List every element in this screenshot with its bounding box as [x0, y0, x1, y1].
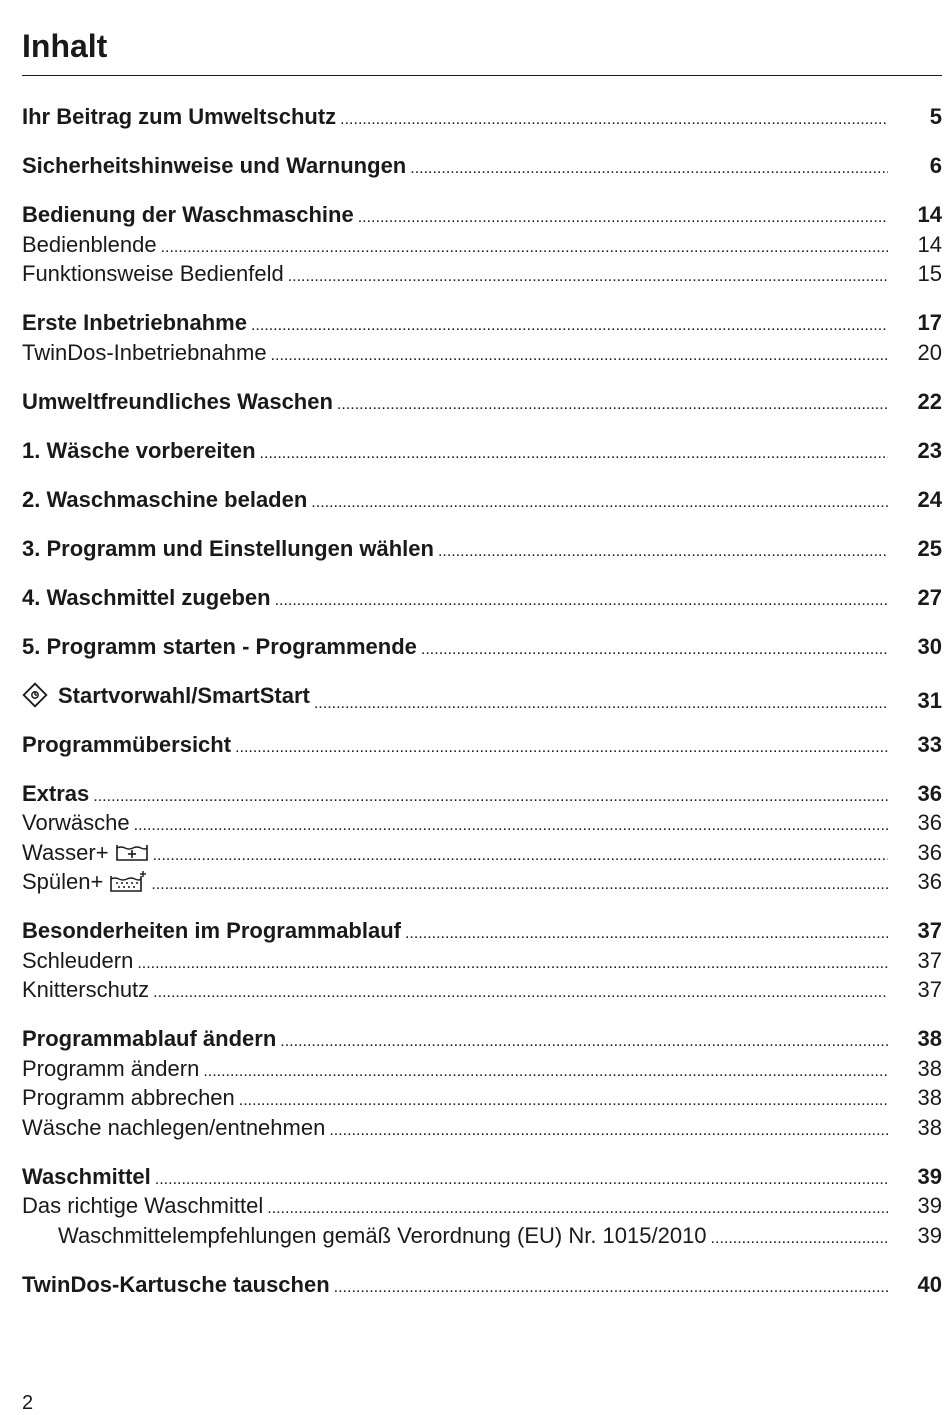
toc-entry-page: 36: [917, 780, 942, 806]
dot-leader: [280, 1027, 888, 1057]
toc-entry-page: 37: [917, 947, 942, 973]
toc-entry-label: Erste Inbetriebnahme: [22, 310, 247, 335]
table-of-contents: [22, 102, 942, 1299]
toc-subentry[interactable]: [22, 946, 942, 976]
toc-entry-label: Programm ändern: [22, 1055, 200, 1081]
toc-entry-label: Bedienung der Waschmaschine: [22, 202, 354, 227]
toc-entry-label: Waschmittel: [22, 1163, 151, 1189]
toc-entry-label: Startvorwahl/SmartStart: [58, 682, 310, 708]
toc-entry[interactable]: [22, 730, 942, 760]
dot-leader: [405, 919, 888, 949]
dot-leader: [153, 978, 888, 1008]
dot-leader: [137, 949, 888, 979]
toc-entry[interactable]: [22, 308, 942, 338]
toc-entry-label: Spülen+: [22, 869, 104, 894]
dot-leader: [288, 262, 888, 292]
toc-entry-page: 36: [917, 810, 942, 835]
toc-entry-page: 39: [917, 1222, 942, 1248]
toc-entry-label: Wasser+: [22, 839, 109, 865]
toc-entry-label: 1. Wäsche vorbereiten: [22, 437, 256, 463]
toc-entry-label: 4. Waschmittel zugeben: [22, 584, 271, 610]
toc-entry-label: Vorwäsche: [22, 810, 130, 835]
dot-leader: [334, 1273, 888, 1303]
toc-entry-label: TwinDos-Inbetriebnahme: [22, 339, 267, 365]
toc-entry[interactable]: [22, 200, 942, 230]
toc-entry-label: Schleudern: [22, 947, 134, 973]
toc-entry[interactable]: [22, 1270, 942, 1300]
dot-leader: [311, 488, 888, 518]
toc-entry-page: 37: [917, 977, 942, 1002]
toc-entry-page: 38: [917, 1026, 942, 1051]
toc-subentry[interactable]: [22, 975, 942, 1005]
toc-entry[interactable]: [22, 916, 942, 946]
dot-leader: [329, 1116, 888, 1146]
toc-entry-label: 3. Programm und Einstellungen wählen: [22, 535, 434, 561]
toc-entry-page: 36: [917, 839, 942, 865]
toc-entry[interactable]: [22, 583, 942, 613]
toc-subentry[interactable]: [22, 1191, 942, 1221]
toc-entry-page: 39: [917, 1193, 942, 1218]
toc-entry-label: Besonderheiten im Programmablauf: [22, 918, 401, 943]
toc-subentry[interactable]: [22, 230, 942, 260]
toc-entry-label: Knitterschutz: [22, 977, 150, 1002]
page-number: 2: [22, 1392, 34, 1414]
toc-subentry[interactable]: [22, 1113, 942, 1143]
toc-entry[interactable]: [22, 1024, 942, 1054]
toc-entry-label: Wäsche nachlegen/entnehmen: [22, 1114, 326, 1140]
page-title: Inhalt: [22, 28, 108, 64]
dot-leader: [711, 1224, 888, 1254]
toc-entry[interactable]: [22, 632, 942, 662]
toc-entry[interactable]: [22, 534, 942, 564]
toc-entry-page: 40: [917, 1271, 942, 1297]
toc-subentry[interactable]: [22, 1054, 942, 1084]
toc-entry[interactable]: [22, 1162, 942, 1192]
dot-leader: [251, 311, 888, 341]
toc-entry-page: 24: [917, 486, 942, 512]
dot-leader: [314, 689, 888, 719]
toc-entry-label: TwinDos-Kartusche tauschen: [22, 1271, 330, 1297]
dot-leader: [155, 1165, 888, 1195]
toc-subentry[interactable]: [22, 338, 942, 368]
dot-leader: [151, 870, 888, 900]
toc-entry-page: 36: [917, 869, 942, 894]
toc-subentry[interactable]: [22, 1083, 942, 1113]
water-plus-icon: [115, 841, 149, 863]
toc-entry[interactable]: [22, 485, 942, 515]
toc-entry-label: Funktionsweise Bedienfeld: [22, 261, 284, 286]
toc-subentry[interactable]: [22, 838, 942, 868]
toc-entry-label: Bedienblende: [22, 231, 157, 257]
toc-entry-page: 37: [917, 918, 942, 943]
toc-entry[interactable]: [22, 387, 942, 417]
toc-subentry[interactable]: [22, 259, 942, 289]
toc-entry-page: 38: [917, 1114, 942, 1140]
toc-entry-page: 27: [917, 584, 942, 610]
dot-leader: [337, 390, 888, 420]
toc-entry-page: 31: [917, 688, 942, 714]
toc-entry-page: 23: [917, 437, 942, 463]
rinse-plus-icon: [109, 870, 147, 894]
toc-entry-page: 30: [917, 633, 942, 659]
dot-leader: [275, 586, 888, 616]
toc-entry-page: 20: [917, 339, 942, 365]
toc-entry-label: 2. Waschmaschine beladen: [22, 486, 308, 512]
toc-entry-page: 17: [917, 310, 942, 335]
toc-subsubentry[interactable]: [22, 1221, 942, 1251]
dot-leader: [271, 341, 888, 371]
toc-subentry[interactable]: [22, 867, 942, 897]
toc-entry-page: 39: [917, 1163, 942, 1189]
toc-entry-label: Programm abbrechen: [22, 1085, 235, 1110]
dot-leader: [410, 154, 888, 184]
dot-leader: [134, 811, 888, 841]
dot-leader: [239, 1086, 888, 1116]
title-divider: [22, 75, 942, 76]
toc-entry-label: Programmablauf ändern: [22, 1026, 277, 1051]
toc-subentry[interactable]: [22, 808, 942, 838]
toc-entry-label: Waschmittelempfehlungen gemäß Verordnung (EU) Nr. 1015/2010: [58, 1222, 707, 1248]
dot-leader: [203, 1057, 888, 1087]
toc-entry-label: Programmübersicht: [22, 731, 232, 757]
toc-entry-page: 38: [917, 1055, 942, 1081]
toc-entry-page: 6: [929, 153, 942, 178]
toc-entry-label: Umweltfreundliches Waschen: [22, 388, 333, 414]
dot-leader: [235, 733, 888, 763]
toc-entry-page: 33: [917, 731, 942, 757]
toc-entry[interactable]: [22, 779, 942, 809]
toc-entry-page: 5: [929, 104, 942, 129]
toc-entry-label: Das richtige Waschmittel: [22, 1193, 264, 1218]
toc-entry[interactable]: [22, 151, 942, 181]
toc-entry-page: 38: [917, 1085, 942, 1110]
toc-entry-page: 14: [917, 202, 942, 227]
dot-leader: [260, 439, 888, 469]
toc-entry-page: 25: [917, 535, 942, 561]
dot-leader: [153, 841, 888, 871]
toc-entry-label: 5. Programm starten - Programmende: [22, 633, 417, 659]
toc-entry-label: Sicherheitshinweise und Warnungen: [22, 153, 407, 178]
toc-entry-label: Ihr Beitrag zum Umweltschutz: [22, 104, 337, 129]
toc-entry[interactable]: [22, 436, 942, 466]
dot-leader: [161, 233, 888, 263]
dot-leader: [358, 203, 888, 233]
dot-leader: [340, 105, 888, 135]
toc-entry[interactable]: [22, 102, 942, 132]
dot-leader: [267, 1194, 888, 1224]
dot-leader: [438, 537, 888, 567]
toc-entry[interactable]: [22, 681, 942, 714]
start-delay-icon: [22, 682, 48, 708]
dot-leader: [93, 782, 888, 812]
toc-entry-page: 14: [917, 231, 942, 257]
toc-entry-page: 15: [917, 261, 942, 286]
dot-leader: [421, 635, 888, 665]
toc-entry-page: 22: [917, 388, 942, 414]
toc-entry-label: Extras: [22, 780, 90, 806]
